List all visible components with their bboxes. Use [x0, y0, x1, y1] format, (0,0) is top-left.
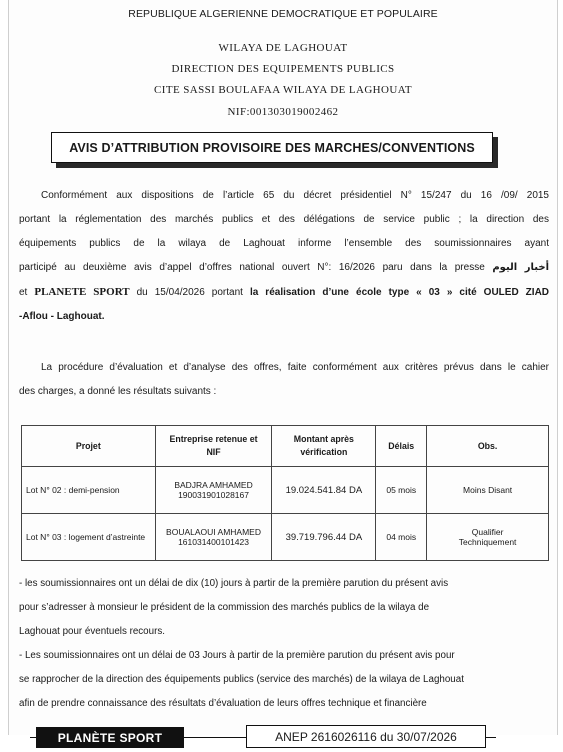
- footer-line-3: Laghouat pour éventuels recours.: [19, 626, 165, 637]
- intro-line-5-date: du 15/04/2026 portant: [136, 287, 243, 298]
- cell-obs: Moins Disant: [427, 467, 549, 514]
- notice-page: [8, 0, 558, 735]
- procedure-paragraph: [19, 356, 549, 404]
- footer-line-1: - les soumissionnaires ont un délai de dix (10) jours à partir de la première parution du présent avis: [19, 578, 449, 589]
- footer-line-4: - Les soumissionnaires ont un délai de 03 Jours à partir de la première parution du présent avis pour: [19, 650, 455, 661]
- divider-middle: [184, 737, 246, 738]
- intro-line-5: [19, 280, 549, 305]
- cell-projet: Lot N° 02 : demi-pension: [22, 467, 156, 514]
- cell-obs-line2: Techniquement: [458, 537, 517, 547]
- notice-title-box: [51, 132, 493, 163]
- header-wilaya: WILAYA DE LAGHOUAT: [218, 42, 348, 54]
- table-row: [22, 467, 549, 514]
- table-header-row: [22, 426, 549, 467]
- anep-reference: ANEP 2616026116 du 30/07/2026: [246, 725, 486, 748]
- cell-entreprise: [155, 467, 272, 514]
- cell-entreprise-nif: 190031901028167: [178, 490, 249, 500]
- publication-banner: PLANÈTE SPORT: [36, 727, 184, 748]
- table-row: [22, 514, 549, 561]
- procedure-line-1: La procédure d’évaluation et d’analyse des offres, faite conformément aux critères prévus dans le cahier: [41, 362, 549, 373]
- cell-montant: 19.024.541.84 DA: [272, 467, 376, 514]
- col-header-projet: Projet: [22, 426, 156, 467]
- intro-line-5-and: et: [19, 287, 28, 298]
- cell-entreprise-name: BOUALAOUI AMHAMED: [166, 527, 261, 537]
- col-header-montant-line2: vérification: [300, 447, 348, 457]
- col-header-montant: [272, 426, 376, 467]
- col-header-entreprise-line2: NIF: [206, 447, 221, 457]
- footer-paragraph: [19, 572, 549, 716]
- cell-montant: 39.719.796.44 DA: [272, 514, 376, 561]
- project-name: la réalisation d’une école type « 03 » cité OULED ZIAD: [249, 287, 550, 298]
- cell-delais: 05 mois: [376, 467, 427, 514]
- cell-delais: 04 mois: [376, 514, 427, 561]
- col-header-obs: Obs.: [427, 426, 549, 467]
- cell-entreprise-nif: 161031400101423: [178, 537, 249, 547]
- procedure-line-2: des charges, a donné les résultats suivants :: [19, 386, 217, 397]
- header-direction: DIRECTION DES EQUIPEMENTS PUBLICS: [171, 63, 395, 75]
- col-header-entreprise: [155, 426, 272, 467]
- cell-obs-line1: Qualifier: [471, 527, 504, 537]
- cell-entreprise-name: BADJRA AMHAMED: [174, 480, 253, 490]
- intro-paragraph: [19, 184, 549, 329]
- col-header-delais: Délais: [376, 426, 427, 467]
- intro-line-4-text: participé au deuxième avis d’appel d’offres national ouvert N°: 16/2026 paru dans la presse: [19, 262, 485, 273]
- cell-entreprise: [155, 514, 272, 561]
- col-header-entreprise-line1: Entreprise retenue et: [169, 434, 258, 444]
- cell-obs: [427, 514, 549, 561]
- intro-line-1: Conformément aux dispositions de l’article 65 du décret présidentiel N° 15/247 du 16 /09/ 2015: [41, 190, 549, 201]
- results-table: [21, 425, 549, 561]
- footer-line-6: afin de prendre connaissance des résultats d’évaluation de leurs offres technique et financière: [19, 698, 427, 709]
- newspaper-planete-sport: PLANETE SPORT: [34, 286, 130, 298]
- notice-title: AVIS D’ATTRIBUTION PROVISOIRE DES MARCHES/CONVENTIONS: [69, 140, 475, 155]
- newspaper-akhbar-el-youm: أخبار اليوم: [492, 262, 550, 273]
- cell-projet: Lot N° 03 : logement d’astreinte: [22, 514, 156, 561]
- intro-line-3: équipements publics de la wilaya de Laghouat informe l’ensemble des soumissionnaires ayant: [19, 238, 549, 249]
- header-address: CITE SASSI BOULAFAA WILAYA DE LAGHOUAT: [154, 84, 412, 96]
- header-republic: REPUBLIQUE ALGERIENNE DEMOCRATIQUE ET POPULAIRE: [128, 8, 438, 20]
- intro-line-2: portant la réglementation des marchés publics et des délégations de service public ; la direction des: [19, 214, 549, 225]
- footer-line-2: pour s’adresser à monsieur le président de la commission des marchés publics de la wilaya de: [19, 602, 430, 613]
- footer-line-5: se rapprocher de la direction des équipements publics (service des marchés) de la wilaya de Laghouat: [19, 674, 464, 685]
- intro-line-6: -Aflou - Laghouat.: [19, 311, 105, 322]
- col-header-montant-line1: Montant après: [293, 434, 354, 444]
- header-nif: NIF:001303019002462: [227, 106, 339, 118]
- intro-line-4: [19, 256, 549, 280]
